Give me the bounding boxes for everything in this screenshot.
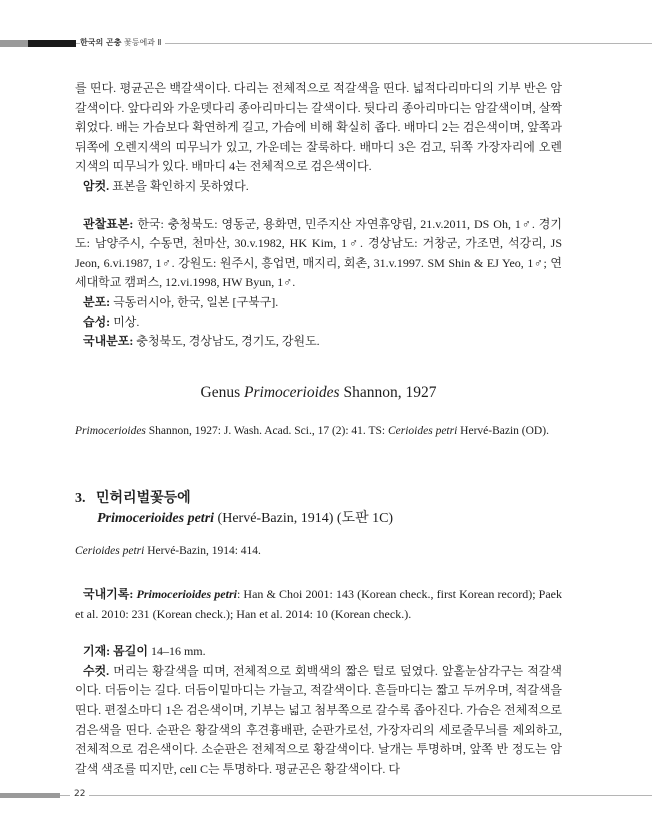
record-text: : Han & Choi 2001: 143 (Korean check., first Korean record); Paek et al. 2010: 231 (Korean check.); Han et al. 2014: 10 (Korean check.). [75, 587, 562, 621]
female-label: 암컷. [83, 178, 110, 193]
species-number: 3. [75, 491, 86, 506]
genus-reference [75, 425, 562, 437]
species-korean-name: 민허리벌꽃등에 [96, 491, 191, 506]
species-text-block [75, 585, 562, 779]
domestic-paragraph [75, 332, 562, 352]
genus-ref-text: Shannon, 1927: J. Wash. Acad. Sci., 17 (2): 41. TS: [145, 425, 388, 437]
top-text-block [75, 79, 562, 352]
material-text: 한국: 충청북도: 영동군, 용화면, 민주지산 자연휴양림, 21.v.2011, DS Oh, 1♂. 경기도: 남양주시, 수동면, 천마산, 30.v.1982, HK Kim, 1♂. 경상남도: 거창군, 가조면, 석강리, JS Jeon, 6.vi.1987, 1♂. 강원도: 원주시, 흥업면, 매지리, 회촌, 31.v.1997. SM Shin & EJ Yeo, 1♂; 연세대학교 캠퍼스, 12.vi.1998, HW Byun, 1♂. [75, 216, 562, 290]
material-label: 관찰표본: [83, 216, 134, 231]
record-paragraph [75, 585, 562, 624]
species-scientific-line [97, 507, 393, 527]
species-author: (Hervé-Bazin, 1914) (도판 1C) [214, 511, 394, 526]
habit-label: 습성: [83, 314, 111, 329]
synonym-name: Cerioides petri [75, 545, 145, 557]
distribution-text: 극동러시아, 한국, 일본 [구북구]. [110, 294, 279, 309]
size-label: 기재: 몸길이 [83, 644, 148, 659]
species-heading [75, 487, 191, 507]
male-paragraph [75, 662, 562, 780]
genus-heading [75, 384, 562, 402]
genus-ref-end: Hervé-Bazin (OD). [457, 425, 549, 437]
female-text: 표본을 확인하지 못하였다. [109, 178, 249, 193]
header-grey-block [0, 40, 28, 47]
domestic-label: 국내분포: [83, 334, 134, 349]
distribution-paragraph [75, 293, 562, 313]
header-subtitle: 꽃등에과 Ⅱ [123, 38, 162, 47]
genus-ref-type: Cerioides petri [387, 425, 458, 437]
header-black-block [28, 40, 76, 47]
header-title: 한국의 곤충 [80, 38, 122, 47]
habit-paragraph [75, 313, 562, 333]
record-sci-name: Primocerioides petri [136, 587, 237, 601]
footer-grey-block [0, 793, 60, 798]
species-sci-name: Primocerioides petri [97, 511, 215, 526]
male-text: 머리는 황갈색을 띠며, 전체적으로 회백색의 짧은 털로 덮였다. 앞홑눈삼각구는 적갈색이다. 더듬이는 길다. 더듬이밑마디는 가늘고, 적갈색이다. 흔들마디는 짧고 두꺼우며, 적갈색을 띤다. 편절소마디 1은 검은색이며, 기부는 넓고 첨부쪽으로 갈수록 좁아진다. 가슴은 전체적으로 검은색을 띤다. 순판은 황갈색의 후견흉배판, 순판가로선, 가장자리의 세로줄무늬를 제외하고, 전체적으로 검은색이다. 소순판은 전체적으로 황갈색이다. 날개는 투명하며, 앞쪽 반 정도는 암갈색 색조를 띠지만, cell C는 투명하다. 평균곤은 황갈색이다. 다 [75, 663, 562, 776]
page-number: 22 [70, 789, 89, 799]
synonym-text: Hervé-Bazin, 1914: 414. [144, 545, 261, 557]
male-label: 수컷. [83, 663, 110, 678]
running-header [80, 37, 165, 48]
habit-text: 미상. [110, 314, 140, 329]
distribution-label: 분포: [83, 294, 111, 309]
size-text: 14–16 mm. [147, 644, 206, 659]
species-synonym [75, 545, 261, 557]
material-paragraph [75, 215, 562, 293]
genus-prefix: Genus [200, 384, 245, 401]
genus-ref-name: Primocerioides [75, 425, 146, 437]
footer-rule [0, 795, 652, 796]
female-paragraph [75, 177, 562, 197]
genus-name: Primocerioides [244, 384, 340, 401]
size-paragraph [75, 642, 562, 662]
genus-author: Shannon, 1927 [339, 384, 437, 401]
domestic-text: 충청북도, 경상남도, 경기도, 강원도. [133, 334, 320, 349]
description-paragraph: 를 띤다. 평균곤은 백갈색이다. 다리는 전체적으로 적갈색을 띤다. 넓적다리마디의 기부 반은 암갈색이다. 앞다리와 가운뎃다리 종아리마디는 갈색이다. 뒷다리 종아리마디는 암갈색이며, 살짝 휘었다. 배는 가슴보다 확연하게 길고, 가슴에 비해 확실히 좁다. 배마디 2는 검은색이며, 앞쪽과 뒤쪽에 오렌지색의 띠무늬가 있고, 가운데는 잘룩하다. 배마디 3은 검고, 뒤쪽 가장자리에 오렌지색의 띠무늬가 있다. 배마디 4는 전체적으로 검은색이다. [75, 81, 562, 174]
record-label: 국내기록: [83, 587, 134, 601]
